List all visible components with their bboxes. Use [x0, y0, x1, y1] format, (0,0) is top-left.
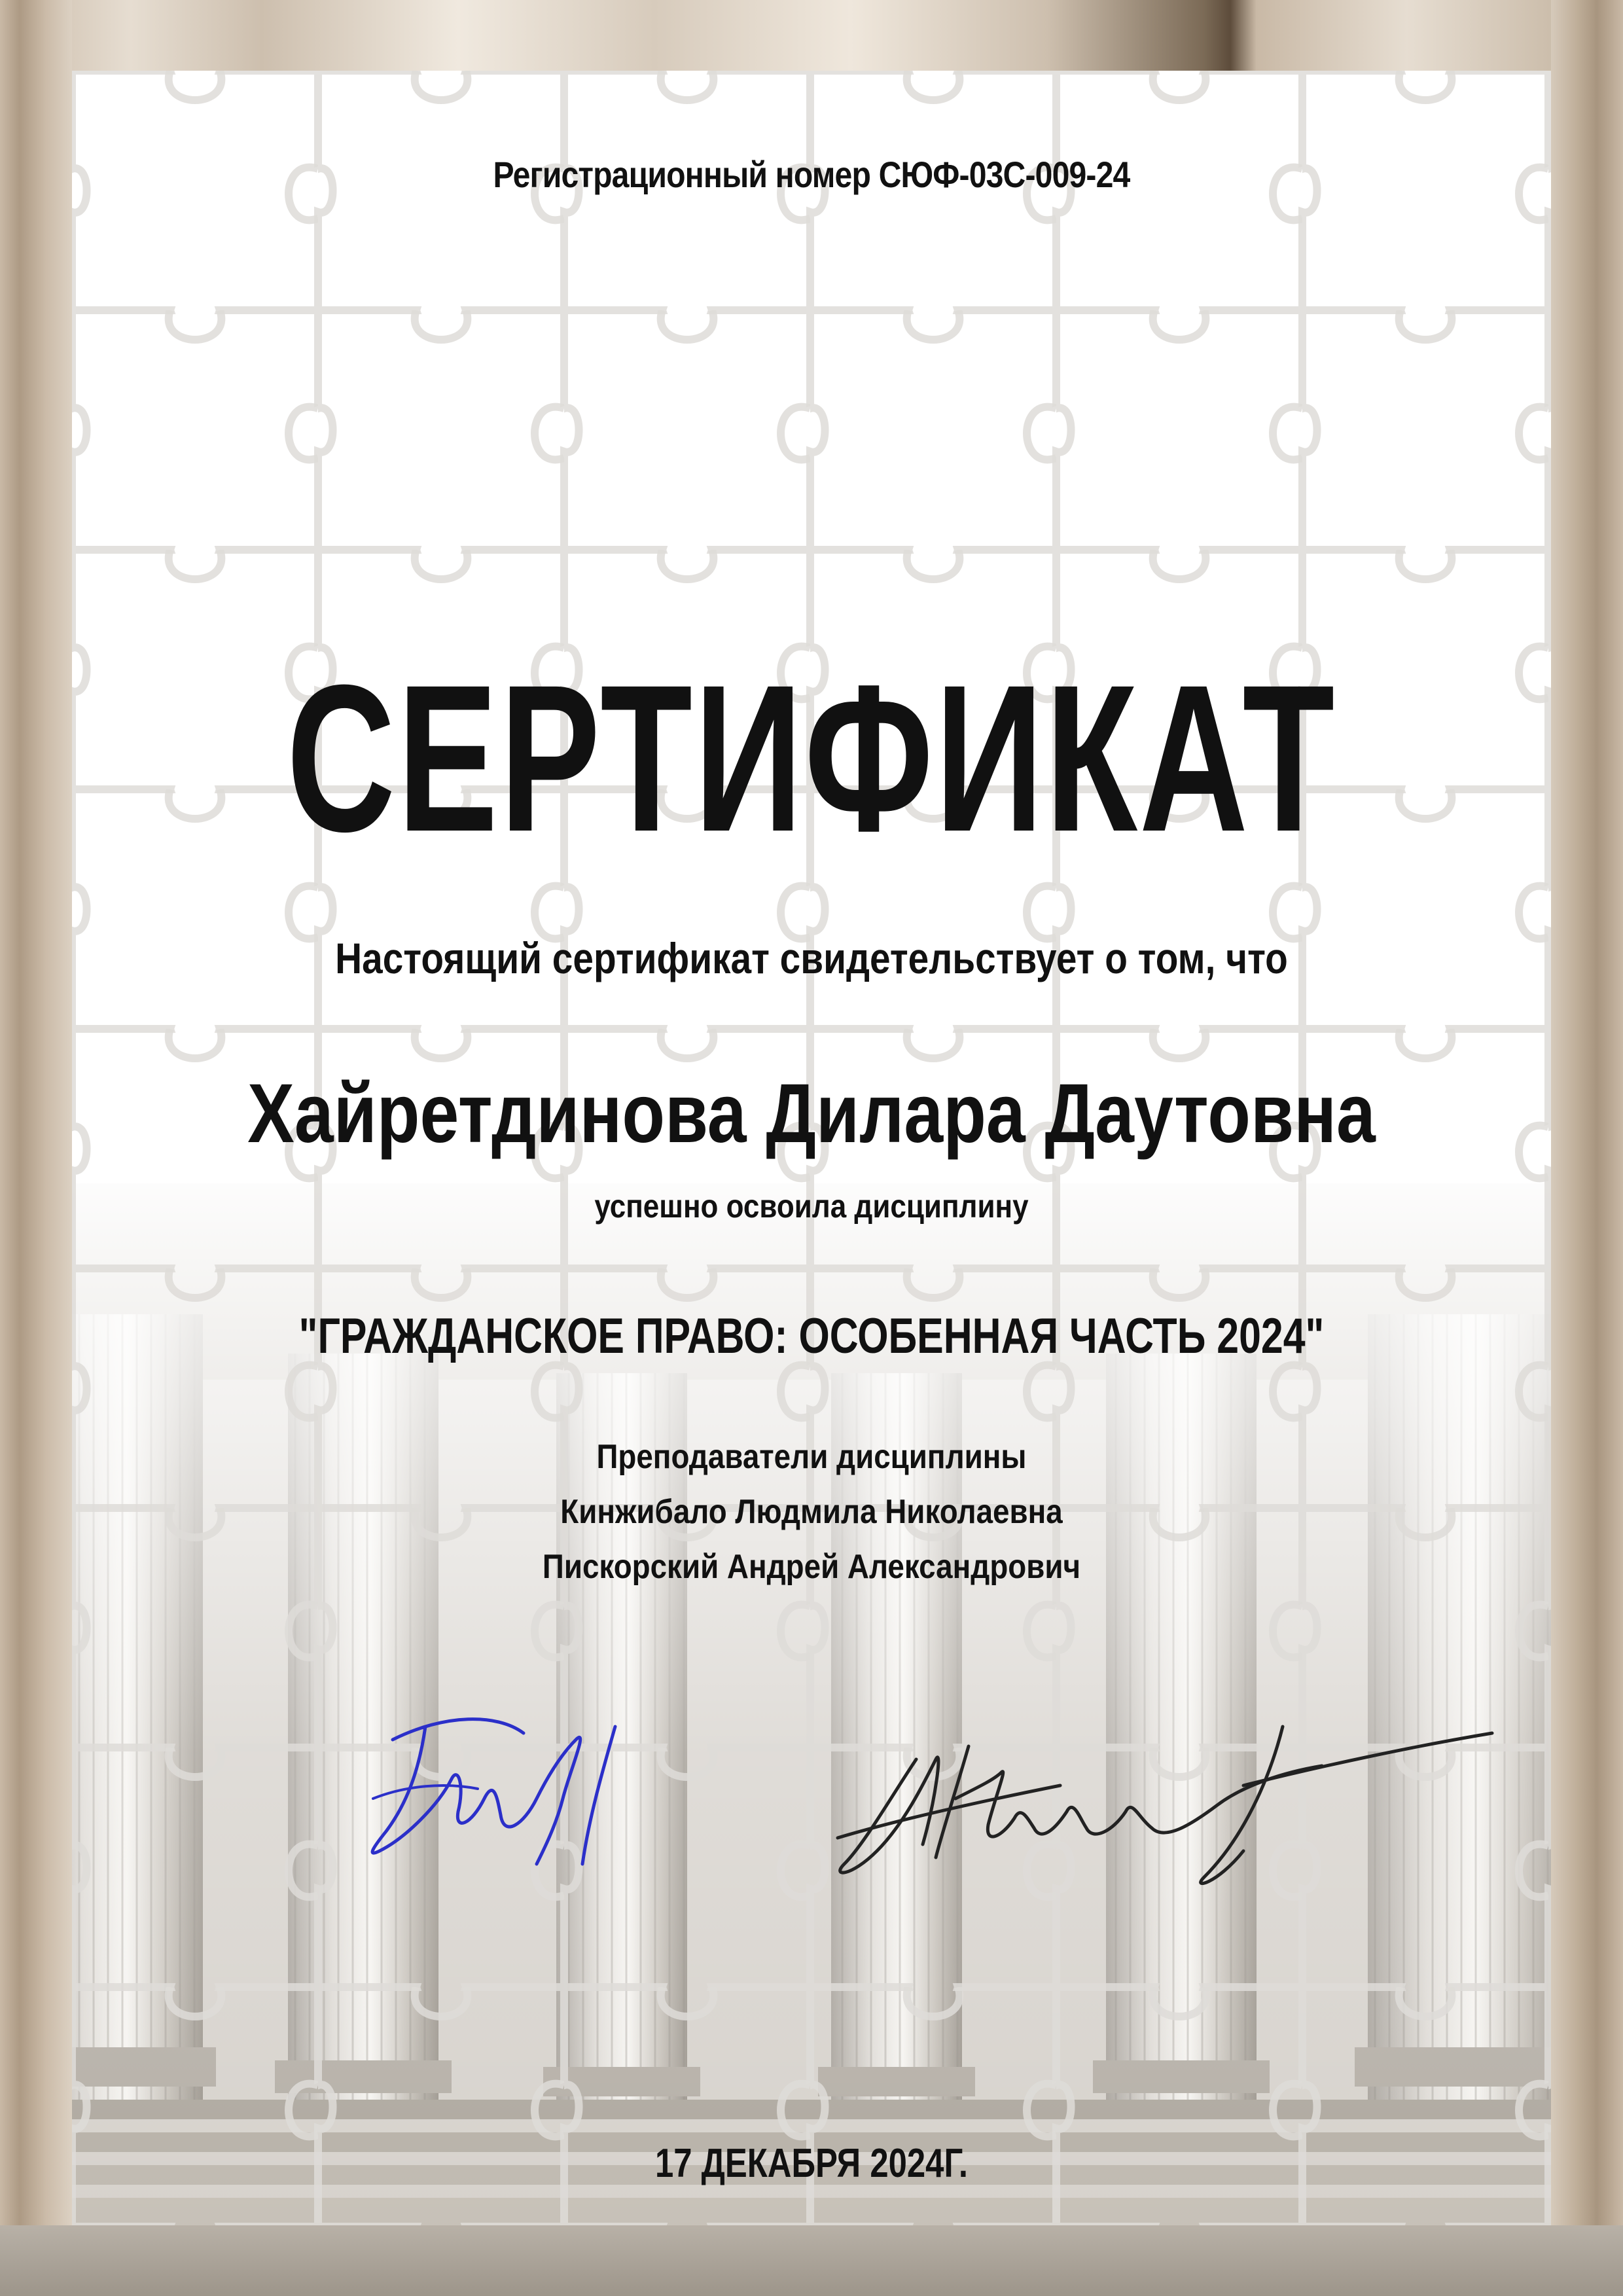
certificate-content [72, 71, 1551, 2225]
certificate-sheet [72, 71, 1551, 2225]
teacher-name: Пискорский Андрей Александрович [542, 1548, 1081, 1586]
certificate-date: 17 ДЕКАБРЯ 2024Г. [654, 2141, 969, 2186]
recipient-name: Хайретдинова Дилара Даутовна [247, 1067, 1376, 1160]
signature-blue [366, 1700, 641, 1871]
teacher-name: Кинжибало Людмила Николаевна [560, 1493, 1063, 1531]
background-top-strip [0, 0, 1623, 71]
background-right-strip [1551, 0, 1623, 2296]
discipline-name: "ГРАЖДАНСКОЕ ПРАВО: ОСОБЕННАЯ ЧАСТЬ 2024" [298, 1308, 1325, 1364]
signature-black [825, 1687, 1499, 1903]
certificate-title: СЕРТИФИКАТ [286, 641, 1337, 875]
attestation-text: Настоящий сертификат свидетельствует о том, что [335, 934, 1288, 982]
registration-number: Регистрационный номер СЮФ-03С-009-24 [493, 154, 1130, 195]
teachers-heading: Преподаватели дисциплины [596, 1438, 1027, 1476]
background-bottom-strip [0, 2225, 1623, 2296]
mastered-text: успешно освоила дисциплину [594, 1188, 1029, 1225]
background-left-strip [0, 0, 72, 2296]
